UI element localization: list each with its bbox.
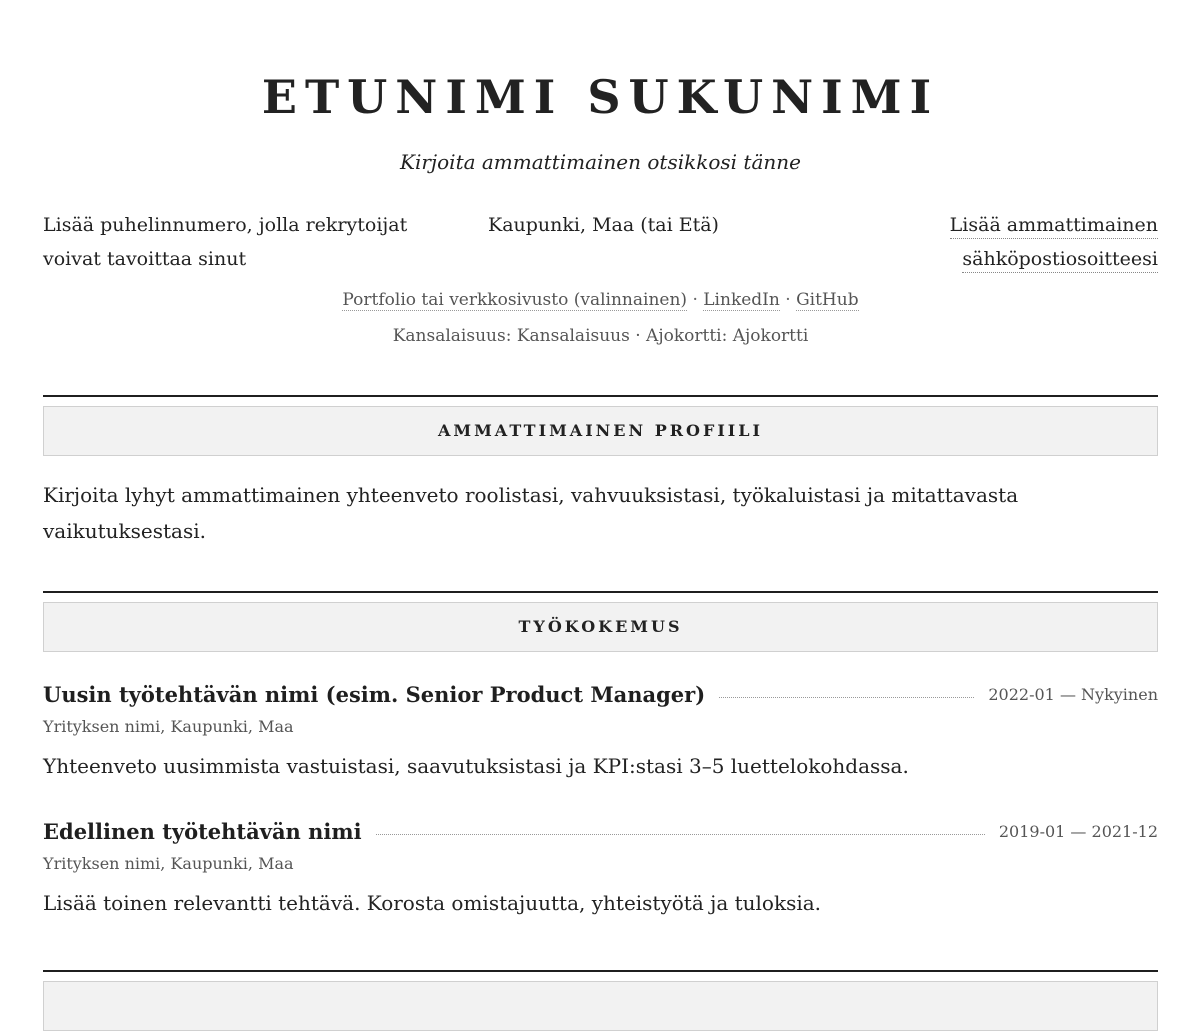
section-divider (43, 970, 1158, 972)
portfolio-link[interactable]: Portfolio tai verkkosivusto (valinnainen) (342, 290, 688, 310)
job-entry (43, 816, 1158, 918)
contact-email-link[interactable]: Lisää ammattimainen sähköpostiosoitteesi (950, 214, 1158, 273)
link-separator: · (692, 290, 698, 310)
job-title: Edellinen työtehtävän nimi (43, 818, 362, 844)
linkedin-link[interactable]: LinkedIn (703, 290, 780, 310)
contact-row (43, 208, 1158, 278)
contact-phone: Lisää puhelinnumero, jolla rekrytoijat voivat tavoittaa sinut (43, 214, 408, 270)
job-description: Lisää toinen relevantti tehtävä. Korosta omistajuutta, yhteistyötä ja tuloksia. (43, 891, 822, 915)
links-row (43, 286, 1158, 314)
github-link[interactable]: GitHub (796, 290, 859, 310)
job-title: Uusin työtehtävän nimi (esim. Senior Product Manager) (43, 681, 706, 707)
section-heading-experience: TYÖKOKEMUS (43, 602, 1158, 652)
resume-headline: Kirjoita ammattimainen otsikkosi tänne (400, 150, 801, 174)
job-entry (43, 679, 1158, 781)
job-company: Yrityksen nimi, Kaupunki, Maa (43, 717, 294, 736)
contact-email[interactable] (918, 208, 1158, 276)
link-separator: · (785, 290, 791, 310)
section-heading-next (43, 981, 1158, 1031)
job-description: Yhteenveto uusimmista vastuistasi, saavutuksistasi ja KPI:stasi 3–5 luettelokohdassa. (43, 754, 909, 778)
job-company: Yrityksen nimi, Kaupunki, Maa (43, 854, 294, 873)
section-divider (43, 591, 1158, 593)
resume-name: ETUNIMI SUKUNIMI (261, 70, 940, 124)
section-heading-profile: AMMATTIMAINEN PROFIILI (43, 406, 1158, 456)
job-title-row (43, 816, 1158, 846)
job-dates: 2019-01 — 2021-12 (998, 821, 1158, 841)
section-divider (43, 395, 1158, 397)
dotted-leader (376, 834, 985, 835)
personal-meta: Kansalaisuus: Kansalaisuus · Ajokortti: Ajokortti (392, 326, 809, 346)
profile-summary: Kirjoita lyhyt ammattimainen yhteenveto roolistasi, vahvuuksistasi, työkaluistasi ja mitattavasta vaikutuksestasi. (43, 483, 1019, 543)
job-dates: 2022-01 — Nykyinen (988, 684, 1158, 704)
dotted-leader (719, 697, 974, 698)
contact-location: Kaupunki, Maa (tai Etä) (488, 214, 719, 236)
job-title-row (43, 679, 1158, 709)
